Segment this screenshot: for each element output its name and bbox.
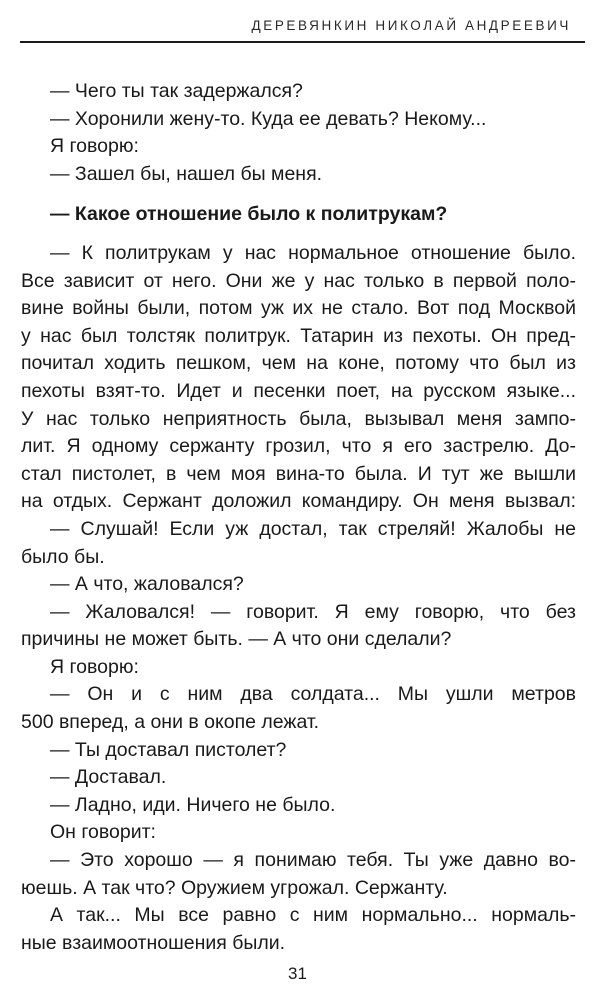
text-line: — Он и с ним два солдата... Мы ушли метров <box>50 683 576 706</box>
text-line: ные взаимоотношения были. <box>21 931 286 954</box>
text-line: Я говорю: <box>50 655 139 678</box>
text-line: — К политрукам у нас нормальное отношение было. <box>50 241 576 264</box>
text-line: юешь. А так что? Оружием угрожал. Сержанту. <box>21 876 448 899</box>
text-line: — А что, жаловался? <box>50 573 244 596</box>
text-line: — Ты доставал пистолет? <box>50 738 287 761</box>
text-line: — Хоронили жену-то. Куда ее девать? Некому... <box>50 107 487 130</box>
text-line: — Слушай! Если уж достал, так стреляй! Жалобы не <box>50 517 576 540</box>
text-line: на отдых. Сержант доложил командиру. Он меня вызвал: <box>21 490 576 513</box>
text-line: причины не может быть. — А что они сделали? <box>21 628 452 651</box>
interview-question: — Какое отношение было к политрукам? <box>50 203 448 226</box>
text-line: — Это хорошо — я понимаю тебя. Ты уже давно во- <box>50 849 576 872</box>
running-header: ДЕРЕВЯНКИН НИКОЛАЙ АНДРЕЕВИЧ <box>251 18 571 33</box>
text-line: лит. Я одному сержанту грозил, что я его застрелю. До- <box>21 435 576 458</box>
page-number: 31 <box>288 964 307 983</box>
text-line: было бы. <box>21 545 105 568</box>
text-line: — Жаловался! — говорит. Я ему говорю, что без <box>50 600 576 623</box>
header-rule <box>20 41 585 43</box>
text-line: Я говорю: <box>50 135 139 158</box>
text-line: стал пистолет, в чем моя вина-то была. И тут же вышли <box>21 462 576 485</box>
text-line: Он говорит: <box>50 821 156 844</box>
text-line: почитал ходить пешком, чем на коне, потому что был из <box>21 352 576 375</box>
page-body <box>21 78 576 957</box>
text-line: — Доставал. <box>50 766 167 789</box>
text-line: Все зависит от него. Они же у нас только в первой поло- <box>21 269 576 292</box>
text-line: вине войны были, потом уж их не стало. Вот под Москвой <box>21 297 576 320</box>
text-line: А так... Мы все равно с ним нормально... нормаль- <box>50 904 576 927</box>
text-line: — Ладно, иди. Ничего не было. <box>50 793 336 816</box>
text-line: у нас был толстяк политрук. Татарин из пехоты. Он пред- <box>21 324 576 347</box>
text-line: — Зашел бы, нашел бы меня. <box>50 162 323 185</box>
text-line: У нас только неприятность была, вызывал меня зампо- <box>21 407 576 430</box>
text-line: 500 вперед, а они в окопе лежат. <box>21 711 320 734</box>
text-line: пехоты взят-то. Идет и песенки поет, на русском языке... <box>21 379 576 402</box>
text-line: — Чего ты так задержался? <box>50 80 303 102</box>
